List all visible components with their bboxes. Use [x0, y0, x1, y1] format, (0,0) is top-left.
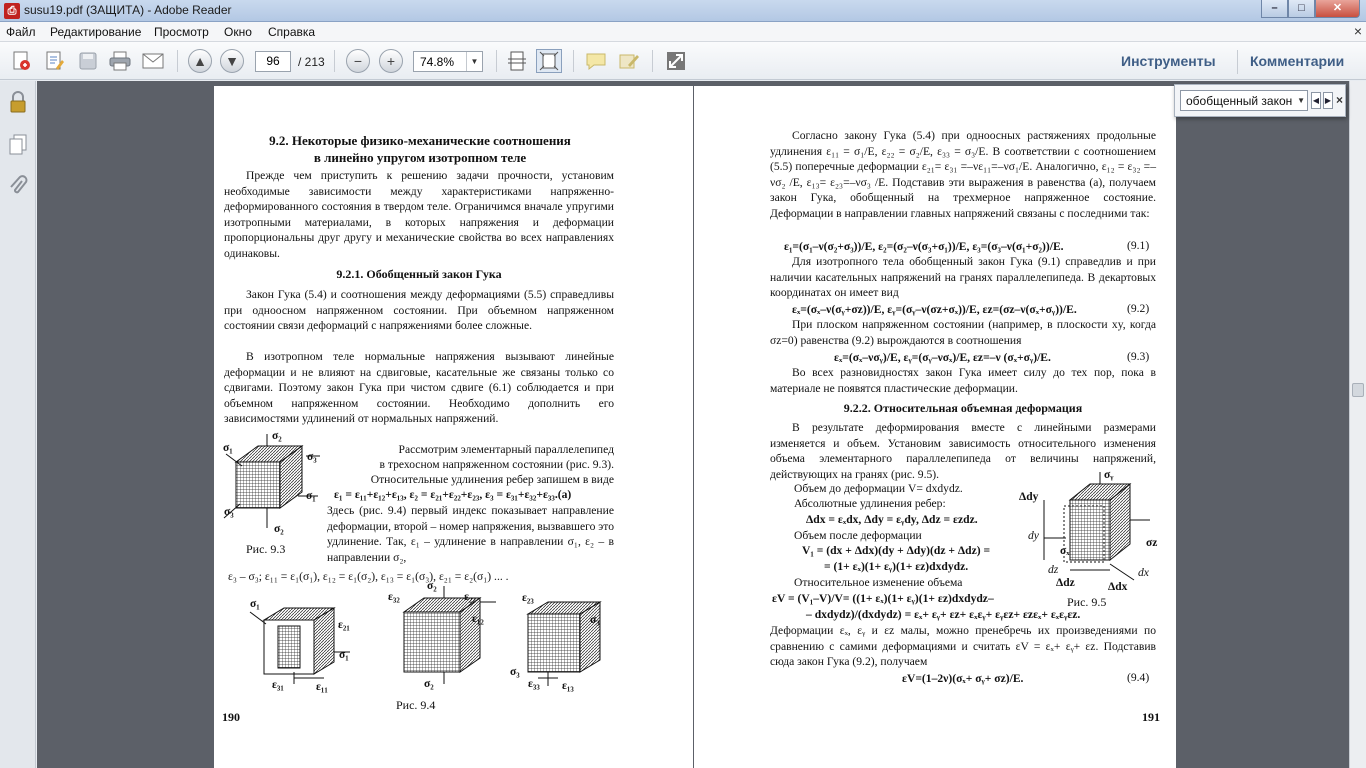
- pdf-page-191: [694, 86, 1176, 768]
- menu-help[interactable]: Справка: [268, 25, 316, 39]
- fig-label-sigma1: σ₁: [223, 442, 233, 454]
- window-title: susu19.pdf (ЗАЩИТА) - Adobe Reader: [24, 3, 232, 17]
- attachment-icon[interactable]: [8, 175, 28, 197]
- fig-label-eps22: ε₂₂: [464, 591, 476, 603]
- paragraph-line: в трехосном напряженном состоянии (рис. 9.3).: [379, 458, 614, 471]
- title-bar: [0, 0, 1366, 22]
- figure-9-5-cube: [1024, 470, 1174, 582]
- edit-icon[interactable]: [42, 49, 68, 73]
- equation-line: ε₃ – σ₃; ε₁₁ = ε₁(σ₁), ε₁₂ = ε₁(σ₂), ε₁₃ = ε₁(σ₃), ε₂₁ = ε₂(σ₁) ... .: [228, 570, 509, 583]
- zoom-value: 74.8%: [420, 55, 455, 69]
- vertical-scrollbar[interactable]: [1349, 81, 1366, 768]
- equation-number: (9.3): [1127, 350, 1150, 363]
- fullscreen-icon[interactable]: [663, 49, 689, 73]
- fig-label-sigma1: σ₁: [250, 598, 260, 610]
- equation-number: (9.1): [1127, 239, 1150, 252]
- paragraph-line: Относительные удлинения ребер запишем в виде: [370, 473, 614, 486]
- find-next-button[interactable]: ▶: [1323, 92, 1333, 109]
- fig-label-eps11: ε₁₁: [316, 681, 328, 693]
- paragraph: В результате деформирования вместе с линейными размерами изменяется и объем. Установим зависимость относительного изменения объема элементарного параллелепипеда от величины напряжений, действующих на гранях (рис. 9.5).: [770, 421, 1156, 481]
- zoom-in-icon[interactable]: +: [379, 49, 403, 73]
- equation-line: Δdx = εₓdx, Δdy = εᵧdy, Δdz = εzdz.: [806, 513, 978, 526]
- save-icon[interactable]: [75, 49, 101, 73]
- equation-9-3: εₓ=(σₓ–νσᵧ)/E, εᵧ=(σᵧ–νσₓ)/E, εz=–ν (σₓ+σᵧ)/E.: [834, 351, 1051, 364]
- equation-9-4: εV=(1–2ν)(σₓ+ σᵧ+ σz)/E.: [902, 672, 1024, 685]
- fig-label-sigma-z: σz: [1146, 537, 1158, 549]
- fig-label-delta-dx: Δdx: [1108, 581, 1128, 593]
- fig-label-sigma1: σ₁: [306, 490, 316, 502]
- scrollbar-thumb[interactable]: [1352, 383, 1364, 397]
- window-controls: [1261, 0, 1360, 20]
- paragraph: Прежде чем приступить к решению задачи прочности, установим необходимые зависимости между характеристиками напряженно-деформированного состояния в твердом теле. Ограничимся вначале упругими изотропными материалами, в которых напряжения и деформации пропорциональны друг другу и механические свойства во всех направлениях одинаковы.: [224, 169, 614, 260]
- text-line: Объем после деформации: [794, 529, 922, 542]
- paragraph: При плоском напряженном состоянии (например, в плоскости xy, когда σz=0) равенства (9.2) вырождаются в соотношения: [770, 318, 1156, 347]
- equation-line: = (1+ εₓ)(1+ εᵧ)(1+ εz)dxdydz.: [824, 560, 969, 573]
- fig-label-eps12: ε₁₂: [472, 613, 484, 625]
- page-number: 191: [1142, 710, 1160, 724]
- text-line: Объем до деформации V= dxdydz.: [794, 482, 963, 495]
- equation-9-1: ε₁=(σ₁–ν(σ₂+σ₃))/E, ε₂=(σ₂–ν(σ₃+σ₁))/E, ε₃=(σ₃–ν(σ₁+σ₂))/E.: [784, 240, 1064, 253]
- figure-caption: Рис. 9.3: [246, 542, 286, 556]
- navigation-pane: [0, 81, 36, 768]
- subsection-heading: 9.2.2. Относительная объемная деформация: [843, 401, 1083, 415]
- page-total: / 213: [298, 55, 325, 69]
- paragraph: Закон Гука (5.4) и соотношения между деформациями (5.5) справедливы при одноосном напряженном состоянии. При объемном напряженном состоянии связи деформаций с напряжениями более сложные.: [224, 288, 614, 332]
- heading-line1: 9.2. Некоторые физико-механические соотношения: [269, 133, 571, 148]
- fit-page-icon[interactable]: [536, 49, 562, 73]
- text-line: Относительное изменение объема: [794, 576, 963, 589]
- fig-label-sigma2: σ₂: [427, 580, 437, 592]
- menu-file[interactable]: Файл: [6, 25, 36, 39]
- fig-label-delta-dy: Δdy: [1019, 491, 1039, 503]
- section-heading: [234, 132, 606, 166]
- fig-label-sigma2: σ₂: [424, 678, 434, 690]
- adobe-reader-icon: ⎙: [4, 3, 20, 19]
- toolbar: [0, 42, 1366, 80]
- equation-line: εV = (V₁–V)/V= ((1+ εₓ)(1+ εᵧ)(1+ εz)dxdydz–: [772, 592, 994, 605]
- toolbar-separator: [496, 50, 497, 72]
- prev-page-icon[interactable]: ▲: [188, 49, 212, 73]
- comments-button[interactable]: Комментарии: [1250, 53, 1345, 69]
- find-input[interactable]: [1180, 90, 1308, 111]
- close-icon[interactable]: ×: [1336, 93, 1344, 107]
- print-icon[interactable]: [107, 49, 133, 73]
- fig-label-dz: dz: [1048, 563, 1059, 576]
- toolbar-separator: [573, 50, 574, 72]
- fig-label-sigma3: σ₃: [224, 506, 234, 518]
- menu-close-icon[interactable]: ×: [1353, 23, 1362, 39]
- equation-number: (9.2): [1127, 302, 1150, 315]
- equation-line: – dxdydz)/(dxdydz) = εₓ+ εᵧ+ εz+ εₓεᵧ+ εᵧεz+ εzεₓ+ εₓεᵧεz.: [806, 608, 1081, 621]
- toolbar-separator: [177, 50, 178, 72]
- figure-caption: Рис. 9.5: [1067, 595, 1107, 609]
- page-number: 190: [222, 710, 240, 724]
- fig-label-dy: dy: [1028, 529, 1039, 542]
- toolbar-separator: [1237, 50, 1238, 74]
- fig-label-sigma-x: σₓ: [1060, 545, 1070, 557]
- paragraph: Здесь (рис. 9.4) первый индекс показывает направление деформации, второй – номер напряжения, вызвавшего это удлинение. Так, ε₁ – удлинение в направлении σ₁, ε₂ – в направлении σ₂,: [327, 504, 614, 564]
- zoom-select[interactable]: [413, 51, 483, 72]
- fig-label-sigma3: σ₃: [590, 614, 600, 626]
- fig-label-sigma3: σ₃: [307, 451, 317, 463]
- fig-label-sigma1: σ₁: [339, 649, 349, 661]
- close-button[interactable]: ✕: [1315, 0, 1360, 18]
- minimize-button[interactable]: –: [1261, 0, 1288, 18]
- fig-label-eps23: ε₂₃: [522, 592, 534, 604]
- find-toolbar: [1174, 84, 1346, 117]
- toolbar-separator: [652, 50, 653, 72]
- chevron-down-icon[interactable]: ▼: [1297, 96, 1305, 105]
- pages-icon[interactable]: [8, 133, 28, 155]
- fig-label-sigma2: σ₂: [272, 430, 282, 442]
- fig-label-sigma-y: σᵧ: [1104, 469, 1114, 481]
- equation-9-2: εₓ=(σₓ–ν(σᵧ+σz))/E, εᵧ=(σᵧ–ν(σz+σₓ))/E, εz=(σz–ν(σₓ+σᵧ))/E.: [792, 303, 1077, 316]
- figure-caption: Рис. 9.4: [396, 698, 436, 712]
- text-line: Абсолютные удлинения ребер:: [794, 497, 946, 510]
- comment-icon[interactable]: [583, 49, 609, 73]
- fig-label-eps33: ε₃₃: [528, 678, 540, 690]
- chevron-down-icon[interactable]: ▼: [466, 52, 482, 71]
- fig-label-eps13: ε₁₃: [562, 680, 574, 692]
- lock-icon[interactable]: [8, 91, 28, 113]
- maximize-button[interactable]: □: [1288, 0, 1315, 18]
- fig-label-sigma3: σ₃: [510, 666, 520, 678]
- fit-width-icon[interactable]: [504, 49, 530, 73]
- paragraph: Для изотропного тела обобщенный закон Гука (9.1) справедлив и при наличии касательных напряжений на гранях параллелепипеда. В декартовых координатах он имеет вид: [770, 255, 1156, 299]
- fig-label-eps31: ε₃₁: [272, 679, 284, 691]
- fig-label-delta-dz: Δdz: [1056, 577, 1075, 589]
- fig-label-dx: dx: [1138, 566, 1149, 579]
- paragraph: В изотропном теле нормальные напряжения вызывают линейные деформации и не влияют на сдвиговые, касательные же связаны только со сдвигами. Поэтому закон Гука при чистом сдвиге (6.1) соблюдается и при объемном напряженном состоянии. Необходимо дополнить его зависимостями удлинений от нормальных напряжений.: [224, 350, 614, 425]
- email-icon[interactable]: [140, 49, 166, 73]
- pdf-page-190: [214, 86, 693, 768]
- toolbar-separator: [334, 50, 335, 72]
- fig-label-eps32: ε₃₂: [388, 591, 400, 603]
- equation-number: (9.4): [1127, 671, 1150, 684]
- paragraph: Во всех разновидностях закон Гука имеет силу до тех пор, пока в материале не появятся пластические деформации.: [770, 366, 1156, 395]
- sign-icon[interactable]: [616, 49, 642, 73]
- paragraph: Деформации εₓ, εᵧ и εz малы, можно пренебречь их произведениями по сравнению с самими деформациями и считать εV = εₓ+ εᵧ+ εz. Подставив сюда закон Гука (9.2), получаем: [770, 624, 1156, 668]
- fig-label-eps21: ε₂₁: [338, 619, 350, 631]
- fig-label-sigma2: σ₂: [274, 523, 284, 535]
- equation-line: V₁ = (dx + Δdx)(dy + Δdy)(dz + Δdz) =: [802, 544, 991, 557]
- page-number-input[interactable]: 96: [255, 51, 291, 72]
- equation-a: ε₁ = ε₁₁+ε₁₂+ε₁₃, ε₂ = ε₂₁+ε₂₂+ε₂₃, ε₃ = ε₃₁+ε₃₂+ε₃₃.(а): [334, 488, 572, 501]
- menu-window[interactable]: Окно: [224, 25, 252, 39]
- subsection-heading: 9.2.1. Обобщенный закон Гука: [336, 267, 502, 281]
- heading-line2: в линейно упругом изотропном теле: [313, 150, 527, 165]
- tools-button[interactable]: Инструменты: [1121, 53, 1216, 69]
- paragraph: Согласно закону Гука (5.4) при одноосных растяжениях продольные удлинения ε₁₁ = σ₁/E, ε₂₂ = σ₂/E, ε₃₃ = σ₃/E. В соответствии с соотношением (5.5) поперечные деформации ε₂₁= ε₃₁ =–νε₁₁=–νσ₁/E. Аналогично, ε₁₂ = ε₃₂ =–νσ₂ /E, ε₁₃= ε₂₃=–νσ₃ /E. Подставив эти выражения в равенства (а), получаем закон Гука, обобщенный на трехмерное напряженное состояние. Деформации в направлении главных напряжений связаны с последними так:: [770, 129, 1156, 220]
- menu-edit[interactable]: Редактирование: [50, 25, 142, 39]
- menu-bar: [0, 22, 1366, 42]
- menu-view[interactable]: Просмотр: [154, 25, 209, 39]
- create-pdf-icon[interactable]: [9, 49, 35, 73]
- zoom-out-icon[interactable]: −: [346, 49, 370, 73]
- paragraph-line: Рассмотрим элементарный параллелепипед: [398, 443, 614, 456]
- find-previous-button[interactable]: ◀: [1311, 92, 1321, 109]
- next-page-icon[interactable]: ▼: [220, 49, 244, 73]
- find-input-value: обобщенный закон: [1186, 94, 1293, 108]
